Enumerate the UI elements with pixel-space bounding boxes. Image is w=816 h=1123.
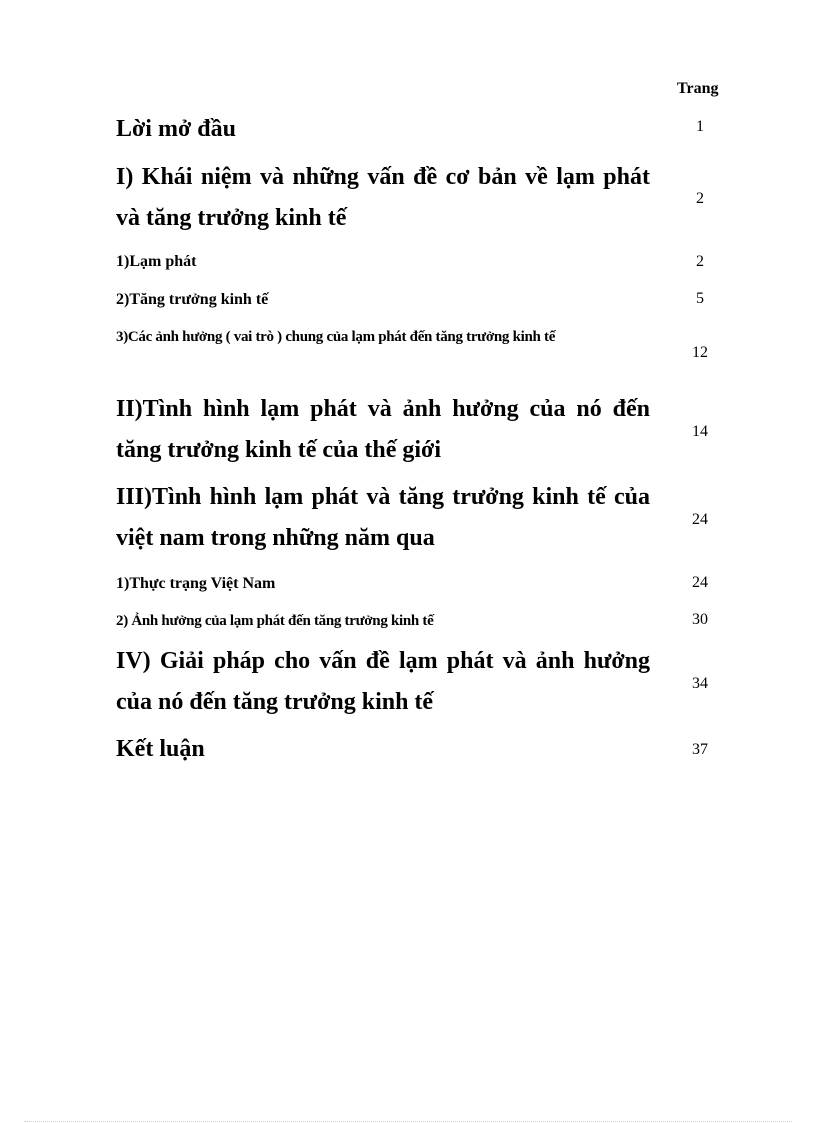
toc-entry-section-1: I) Khái niệm và những vấn đề cơ bản về lạm phát và tăng trưởng kinh tế bbox=[116, 164, 650, 231]
page-bottom-border bbox=[24, 1121, 792, 1122]
toc-entry-section-3: III)Tình hình lạm phát và tăng trưởng kinh tế của việt nam trong những năm qua bbox=[116, 484, 650, 551]
toc-page-number: 34 bbox=[692, 675, 708, 692]
toc-page-number: 24 bbox=[692, 511, 708, 528]
toc-entry-section-2: II)Tình hình lạm phát và ảnh hưởng của nó đến tăng trưởng kinh tế của thế giới bbox=[116, 396, 650, 463]
toc-page-number: 30 bbox=[692, 611, 708, 628]
toc-entry-intro: Lời mở đầu bbox=[116, 116, 236, 142]
toc-page-number: 2 bbox=[696, 190, 704, 207]
toc-entry-section-4: IV) Giải pháp cho vấn đề lạm phát và ảnh hưởng của nó đến tăng trưởng kinh tế bbox=[116, 648, 650, 715]
toc-page-number: 24 bbox=[692, 574, 708, 591]
toc-page-number: 37 bbox=[692, 741, 708, 758]
toc-entry-conclusion: Kết luận bbox=[116, 736, 205, 762]
toc-entry-subsection-1-1: 1)Lạm phát bbox=[116, 253, 197, 270]
page-column-header: Trang bbox=[677, 80, 719, 97]
toc-entry-subsection-3-2: 2) Ảnh hưởng của lạm phát đến tăng trưởng kinh tế bbox=[116, 613, 434, 629]
toc-page-number: 5 bbox=[696, 290, 704, 307]
toc-entry-subsection-1-2: 2)Tăng trưởng kinh tế bbox=[116, 291, 269, 308]
toc-page-number: 2 bbox=[696, 253, 704, 270]
toc-page-number: 1 bbox=[696, 118, 704, 135]
toc-page-number: 14 bbox=[692, 423, 708, 440]
toc-page-number: 12 bbox=[692, 344, 708, 361]
toc-entry-subsection-1-3: 3)Các ảnh hưởng ( vai trò ) chung của lạm phát đến tăng trưởng kinh tế bbox=[116, 329, 556, 345]
toc-entry-subsection-3-1: 1)Thực trạng Việt Nam bbox=[116, 575, 276, 592]
